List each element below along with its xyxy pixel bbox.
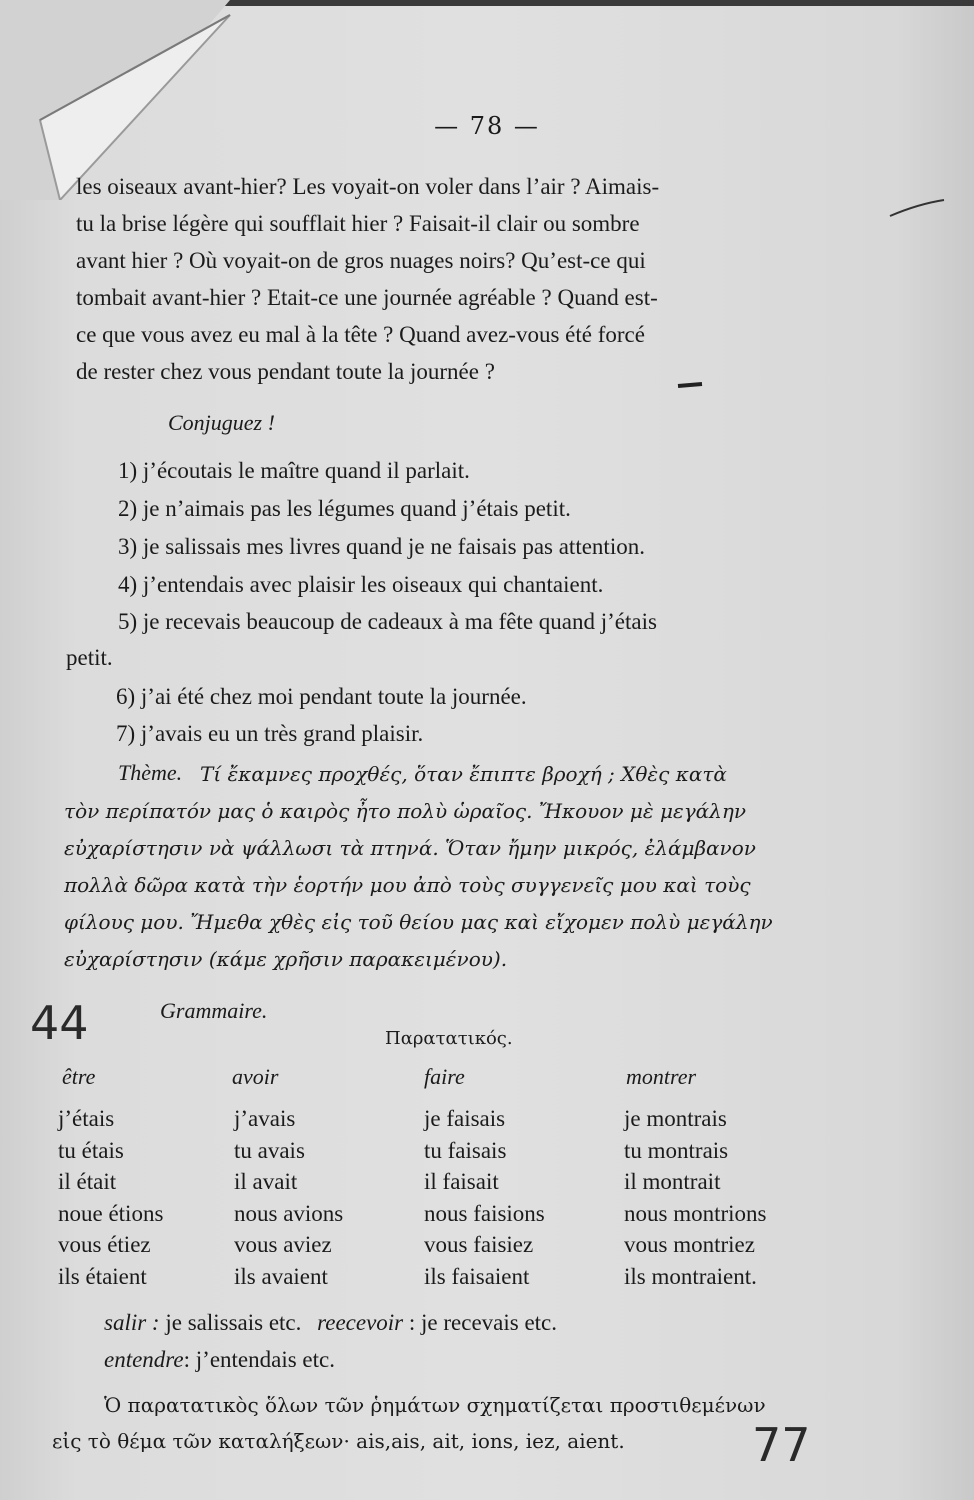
conjugation-form: nous avions: [234, 1200, 344, 1226]
conjugation-form: j’avais: [234, 1106, 296, 1131]
folded-corner-icon: [0, 0, 250, 200]
theme-label: Thème.: [118, 760, 183, 785]
conjugation-form: vous aviez: [234, 1232, 332, 1257]
conjugation-form: ils montraient.: [624, 1263, 757, 1289]
conjuguez-heading: Conjuguez !: [168, 410, 275, 435]
note-text: : je recevais etc.: [403, 1310, 558, 1335]
conjugation-form: vous étiez: [58, 1232, 151, 1257]
conjugation-form: ils étaient: [58, 1263, 147, 1289]
paragraph-line: ce que vous avez eu mal à la tête ? Quand avez-vous été forcé: [76, 322, 645, 347]
conjugation-column-avoir: [234, 1103, 343, 1292]
conjugation-form: ils faisaient: [424, 1263, 530, 1289]
exercise-item: 1) j’écoutais le maître quand il parlait.: [118, 458, 470, 483]
theme-line: εὐχαρίστησιν νὰ ψάλλωσι τὰ πτηνά. Ὅταν ἤμην μικρός, ἐλάμβανον: [64, 836, 756, 860]
conjugation-column-montrer: [624, 1103, 766, 1292]
exercise-item: 6) j’ai été chez moi pendant toute la journée.: [116, 684, 527, 709]
rule-line: εἰς τὸ θέμα τῶν καταλήξεων· ais,ais, ait, ions, iez, aient.: [52, 1429, 625, 1453]
conjugation-form: nous montrions: [624, 1200, 767, 1226]
conjugation-form: il faisait: [424, 1169, 499, 1194]
conjugation-form: nous faisions: [424, 1200, 545, 1226]
conjugation-form: ils avaient: [234, 1263, 328, 1289]
conjugation-form: tu avais: [234, 1137, 305, 1163]
conjugation-form: il était: [58, 1169, 117, 1194]
conjugation-form: je montrais: [624, 1106, 727, 1131]
theme-line: Τί ἔκαμνες προχθές, ὅταν ἔπιπτε βροχή ; Χθὲς κατὰ: [200, 762, 727, 786]
exercise-item: 3) je salissais mes livres quand je ne faisais pas attention.: [118, 534, 645, 559]
page-number: — 78 —: [434, 112, 540, 140]
exercise-item: 7) j’avais eu un très grand plaisir.: [116, 721, 424, 746]
paratatikos-label: Παρατατικός.: [385, 1028, 513, 1049]
handwritten-stroke-icon: [888, 196, 948, 222]
exercise-item: petit.: [66, 645, 113, 670]
conjugation-form: noue étions: [58, 1200, 164, 1226]
conjugation-form: vous faisiez: [424, 1232, 534, 1257]
grammaire-label: Grammaire.: [160, 998, 268, 1023]
conjugation-form: il montrait: [624, 1169, 721, 1194]
theme-line: πολλὰ δῶρα κατὰ τὴν ἑορτήν μου ἀπὸ τοὺς συγγενεῖς μου καὶ τοὺς: [64, 873, 751, 897]
ink-dash-icon: [676, 380, 706, 390]
note-text: : j’entendais etc.: [183, 1347, 335, 1372]
note-verb: salir :: [104, 1310, 160, 1335]
paragraph-line: de rester chez vous pendant toute la journée ?: [76, 359, 495, 384]
paragraph-line: tombait avant-hier ? Etait-ce une journée agréable ? Quand est-: [76, 285, 658, 310]
note-verb: entendre: [104, 1347, 184, 1372]
note-line-entendre: [104, 1347, 335, 1373]
conjugation-form: tu étais: [58, 1137, 124, 1163]
theme-line: εὐχαρίστησιν (κάμε χρῆσιν παρακειμένου).: [64, 947, 508, 971]
conjugation-column-faire: [424, 1103, 545, 1292]
paragraph-line: avant hier ? Où voyait-on de gros nuages noirs? Qu’est-ce qui: [76, 248, 646, 273]
column-header-montrer: montrer: [626, 1064, 697, 1089]
conjugation-form: je faisais: [424, 1106, 506, 1131]
note-verb: reecevoir: [317, 1310, 404, 1335]
column-header-faire: faire: [424, 1064, 465, 1089]
paragraph-line: tu la brise légère qui soufflait hier ? Faisait-il clair ou sombre: [76, 211, 640, 236]
note-text: je salissais etc.: [159, 1310, 302, 1335]
column-header-etre: être: [62, 1064, 96, 1089]
conjugation-form: j’étais: [58, 1106, 115, 1131]
exercise-item: 2) je n’aimais pas les légumes quand j’étais petit.: [118, 496, 571, 521]
paragraph-line: les oiseaux avant-hier? Les voyait-on voler dans l’air ? Aimais-: [76, 174, 660, 199]
column-header-avoir: avoir: [232, 1064, 279, 1089]
handwritten-mark: 44: [30, 996, 89, 1050]
conjugation-form: il avait: [234, 1169, 298, 1194]
handwritten-page-mark: 77: [752, 1418, 811, 1472]
exercise-item: 4) j’entendais avec plaisir les oiseaux qui chantaient.: [118, 572, 604, 597]
rule-line: Ὁ παρατατικὸς ὅλων τῶν ῥημάτων σχηματίζεται προστιθεμένων: [104, 1393, 766, 1417]
conjugation-form: tu montrais: [624, 1137, 729, 1163]
theme-line: τὸν περίπατόν μας ὁ καιρὸς ἦτο πολὺ ὡραῖος. Ἤκουον μὲ μεγάλην: [64, 799, 746, 823]
theme-line: φίλους μου. Ἤμεθα χθὲς εἰς τοῦ θείου μας καὶ εἴχομεν πολὺ μεγάλην: [64, 910, 773, 934]
note-line-salir: [104, 1310, 557, 1336]
conjugation-form: tu faisais: [424, 1137, 507, 1163]
conjugation-form: vous montriez: [624, 1232, 755, 1257]
exercise-item: 5) je recevais beaucoup de cadeaux à ma fête quand j’étais: [118, 609, 657, 634]
conjugation-column-etre: [58, 1103, 163, 1292]
